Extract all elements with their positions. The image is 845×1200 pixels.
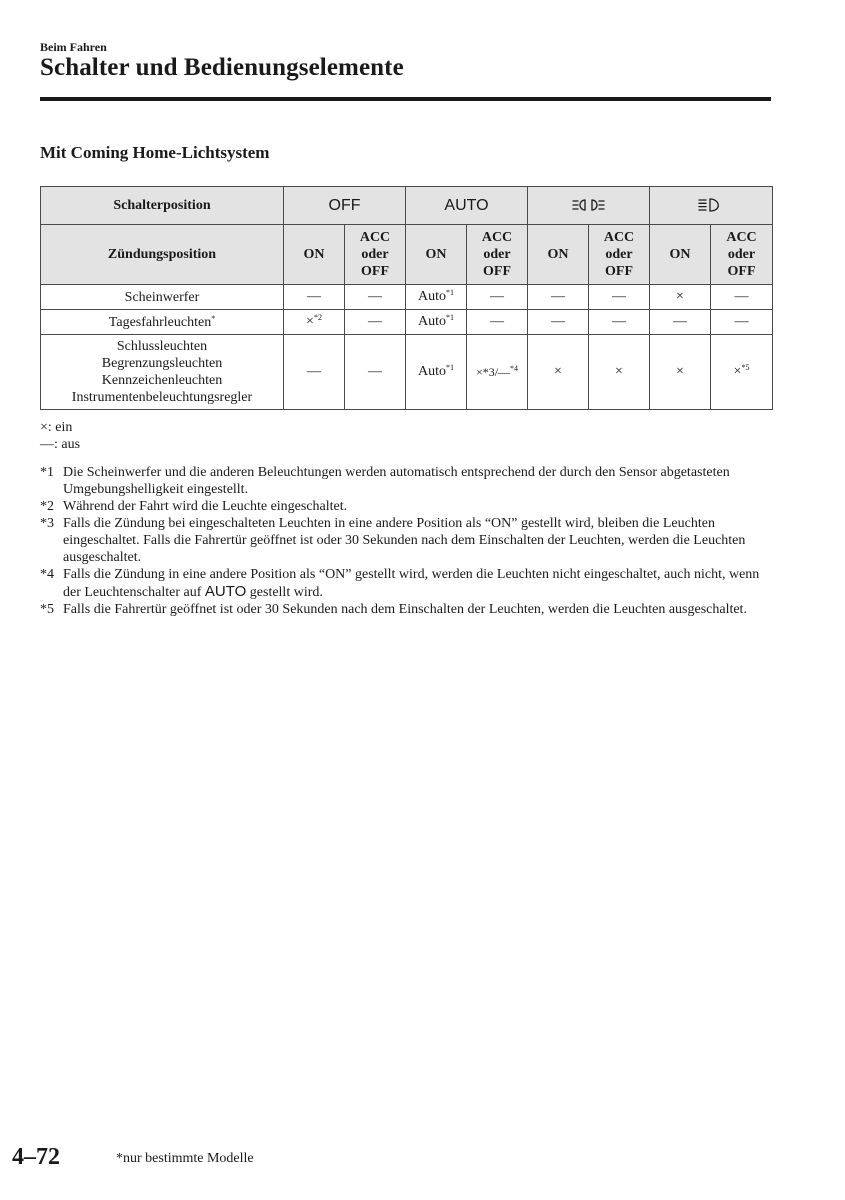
row-label: Tagesfahrleuchten* (41, 310, 284, 335)
table-cell: ×*3/—$^{*4}$ (467, 335, 528, 410)
table-cell: — (528, 285, 589, 310)
note-3: *3 Falls die Zündung bei eingeschalteten Leuchten in eine andere Position als “ON” gestellt wird, bleiben die Leuchten eingeschaltet. Falls die Fahrertür geöffnet ist oder 30 Sekunden nach dem Einschalten der Leuchten, werden die Leuchten ausgeschaltet. (40, 516, 746, 565)
table-cell: — (467, 310, 528, 335)
table-cell: — (467, 285, 528, 310)
subheading: Mit Coming Home-Lichtsystem (40, 143, 270, 162)
lighting-table (40, 186, 773, 410)
row-label: Schlussleuchten Begrenzungsleuchten Kennzeichenleuchten Instrumentenbeleuchtungsregler (41, 335, 284, 410)
title-rule (40, 97, 771, 101)
table-cell: — (345, 285, 406, 310)
table-row (41, 310, 773, 335)
switch-parking-light (528, 187, 650, 225)
table-cell: — (711, 285, 773, 310)
table-cell: Auto$^{*1}$ (406, 285, 467, 310)
legend (40, 419, 80, 453)
table-cell: × (589, 335, 650, 410)
model-footnote: *nur bestimmte Modelle (116, 1151, 254, 1166)
switch-position-label: Schalterposition (41, 187, 284, 225)
table-cell: — (284, 285, 345, 310)
table-row (41, 335, 773, 410)
legend-off: —: aus (40, 437, 81, 452)
ignition-position-label: Zündungsposition (41, 225, 284, 285)
auto-word: AUTO (204, 583, 247, 600)
table-cell: ×$^{*2}$ (284, 310, 345, 335)
legend-on: ×: ein (40, 420, 73, 435)
ignition-acc-cell: ACC oder OFF (711, 225, 773, 285)
table-cell: — (589, 285, 650, 310)
table-cell: — (345, 310, 406, 335)
ignition-on-cell: ON (284, 225, 345, 285)
note-5: *5 Falls die Fahrertür geöffnet ist oder 30 Sekunden nach dem Einschalten der Leuchten, werden die Leuchten ausgeschaltet. (40, 602, 747, 617)
table-cell: — (711, 310, 773, 335)
note-1: *1 Die Scheinwerfer und die anderen Beleuchtungen werden automatisch entsprechend der durch den Sensor abgetasteten Umgebungshelligkeit eingestellt. (40, 465, 730, 497)
table-row (41, 285, 773, 310)
table-cell: ×$^{*5}$ (711, 335, 773, 410)
table-cell: × (650, 335, 711, 410)
table-cell: — (650, 310, 711, 335)
row-label: Scheinwerfer (41, 285, 284, 310)
note-4: *4 Falls die Zündung in eine andere Position als “ON” gestellt wird, werden die Leuchten nicht eingeschaltet, auch nicht, wenn der Leuchtenschalter auf AUTO gestellt wird. (40, 567, 760, 600)
table-cell: — (589, 310, 650, 335)
table-cell: — (528, 310, 589, 335)
ignition-acc-cell: ACC oder OFF (345, 225, 406, 285)
footnotes (40, 464, 770, 618)
ignition-on-cell: ON (406, 225, 467, 285)
table-cell: Auto$^{*1}$ (406, 335, 467, 410)
table-cell: — (284, 335, 345, 410)
table-cell: Auto$^{*1}$ (406, 310, 467, 335)
parking-light-icon (572, 197, 606, 213)
switch-off: OFF (284, 187, 406, 225)
page-title: Schalter und Bedienungselemente (40, 54, 404, 81)
note-2: *2 Während der Fahrt wird die Leuchte eingeschaltet. (40, 499, 348, 514)
table-cell: — (345, 335, 406, 410)
page-number: 4–72 (12, 1144, 60, 1170)
ignition-on-cell: ON (650, 225, 711, 285)
switch-headlight (650, 187, 773, 225)
section-label: Beim Fahren (40, 40, 107, 54)
ignition-acc-cell: ACC oder OFF (589, 225, 650, 285)
ignition-on-cell: ON (528, 225, 589, 285)
switch-auto: AUTO (406, 187, 528, 225)
ignition-acc-cell: ACC oder OFF (467, 225, 528, 285)
table-cell: × (528, 335, 589, 410)
headlight-icon (698, 197, 724, 213)
table-cell: × (650, 285, 711, 310)
